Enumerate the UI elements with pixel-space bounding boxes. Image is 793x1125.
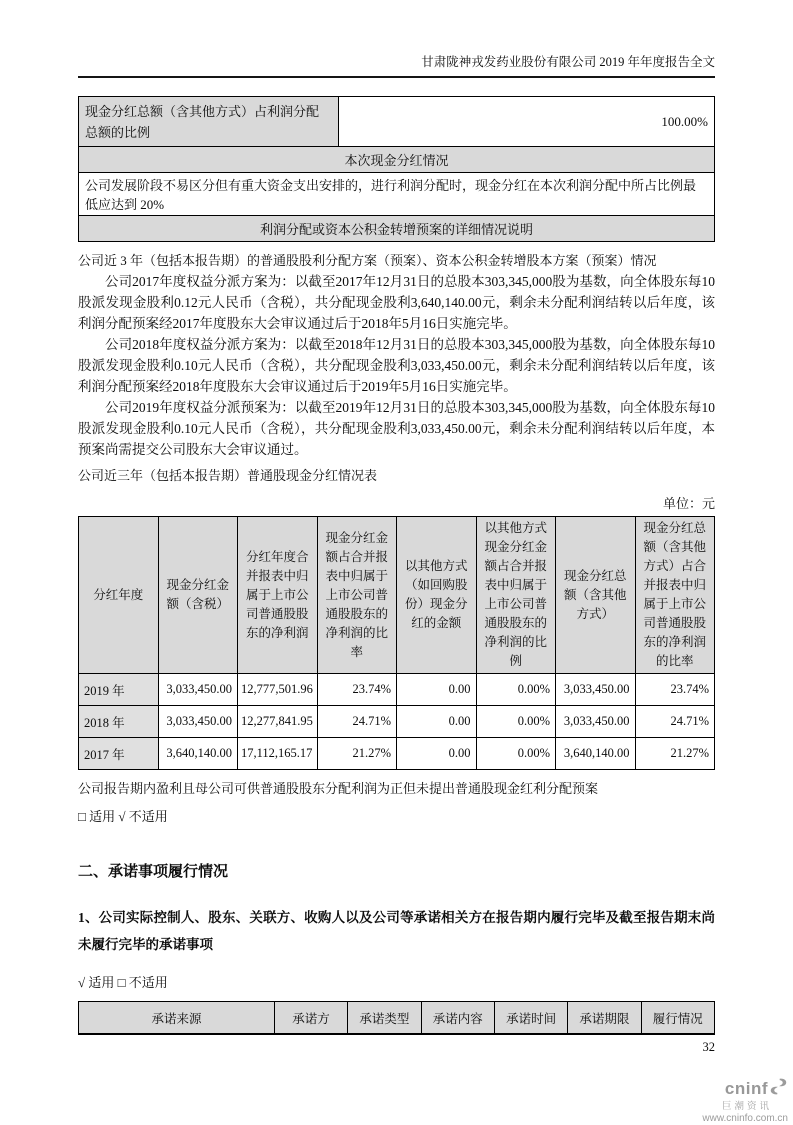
net-profit-cell: 12,277,841.95 bbox=[238, 706, 318, 738]
other-ratio-cell: 0.00% bbox=[476, 738, 556, 770]
column-header: 承诺时间 bbox=[494, 1002, 567, 1035]
total-ratio-cell: 24.71% bbox=[635, 706, 715, 738]
year-cell: 2018 年 bbox=[79, 706, 159, 738]
unit-label: 单位：元 bbox=[662, 496, 715, 511]
column-header: 以其他方式（如回购股份）现金分红的金额 bbox=[397, 517, 477, 674]
ratio-cell: 23.74% bbox=[317, 674, 397, 706]
page-number: 32 bbox=[702, 1040, 715, 1054]
column-header: 分红年度合并报表中归属于上市公司普通股股东的净利润 bbox=[238, 517, 318, 674]
other-ratio-cell: 0.00% bbox=[476, 706, 556, 738]
column-header: 承诺方 bbox=[274, 1002, 347, 1035]
net-profit-cell: 12,777,501.96 bbox=[238, 674, 318, 706]
table-row bbox=[79, 147, 715, 173]
table-row bbox=[79, 216, 715, 242]
profit-note: 公司报告期内盈利且母公司可供普通股股东分配利润为正但未提出普通股现金红利分配预案 bbox=[78, 781, 599, 796]
cash-dividend-table-caption: 公司近三年（包括本报告期）普通股现金分红情况表 bbox=[78, 468, 378, 483]
ratio-cell: 24.71% bbox=[317, 706, 397, 738]
year-cell: 2017 年 bbox=[79, 738, 159, 770]
amount-cell: 3,033,450.00 bbox=[158, 674, 238, 706]
dividend-summary-table bbox=[78, 96, 715, 242]
subsection-heading-commitments: 1、公司实际控制人、股东、关联方、收购人以及公司等承诺相关方在报告期内履行完毕及截至报告期末尚未履行完毕的承诺事项 bbox=[78, 910, 715, 952]
report-header-title: 甘肃陇神戎发药业股份有限公司 2019 年年度报告全文 bbox=[78, 54, 715, 78]
applicability-line: □ 适用 √ 不适用 bbox=[78, 809, 168, 824]
column-header: 承诺来源 bbox=[79, 1002, 275, 1035]
ratio-cell: 21.27% bbox=[317, 738, 397, 770]
column-header: 承诺期限 bbox=[568, 1002, 641, 1035]
total-cell: 3,640,140.00 bbox=[556, 738, 636, 770]
cninfo-swirl-icon bbox=[769, 1077, 788, 1101]
commitments-table bbox=[78, 1001, 715, 1035]
column-header: 现金分红金额（含税） bbox=[158, 517, 238, 674]
column-header: 以其他方式现金分红金额占合并报表中归属于上市公司普通股股东的净利润的比例 bbox=[476, 517, 556, 674]
other-ratio-cell: 0.00% bbox=[476, 674, 556, 706]
page-content bbox=[78, 96, 715, 1035]
plan-detail-heading-cell: 利润分配或资本公积金转增预案的详细情况说明 bbox=[79, 216, 715, 242]
total-cell: 3,033,450.00 bbox=[556, 706, 636, 738]
column-header: 履行情况 bbox=[641, 1002, 714, 1035]
net-profit-cell: 17,112,165.17 bbox=[238, 738, 318, 770]
column-header: 现金分红金额占合并报表中归属于上市公司普通股股东的净利润的比率 bbox=[317, 517, 397, 674]
plan-2018-paragraph: 公司2018年度权益分派方案为：以截至2018年12月31日的总股本303,345,000股为基数，向全体股东每10股派发现金股利0.10元人民币（含税），共分配现金股利3,033,450.00元，剩余未分配利润结转以后年度，该利润分配预案经2018年度股东大会审议通过后于2019年5月16日实施完毕。 bbox=[78, 337, 715, 394]
table-row-2018 bbox=[79, 706, 715, 738]
column-header: 现金分红总额（含其他方式） bbox=[556, 517, 636, 674]
cash-dividend-table bbox=[78, 516, 715, 770]
amount-cell: 3,640,140.00 bbox=[158, 738, 238, 770]
total-ratio-cell: 21.27% bbox=[635, 738, 715, 770]
development-stage-note-cell: 公司发展阶段不易区分但有重大资金支出安排的，进行利润分配时，现金分红在本次利润分配中所占比例最低应达到 20% bbox=[79, 173, 715, 216]
logo-brand-text: cninf bbox=[724, 1079, 768, 1098]
cninfo-logo bbox=[668, 1077, 788, 1125]
logo-brand-row bbox=[668, 1077, 788, 1101]
plan-2019-paragraph: 公司2019年度权益分派预案为：以截至2019年12月31日的总股本303,345,000股为基数，向全体股东每10股派发现金股利0.10元人民币（含税），共分配现金股利3,033,450.00元，剩余未分配利润结转以后年度，本预案尚需提交公司股东大会审议通过。 bbox=[78, 400, 715, 457]
table-header-row bbox=[79, 1002, 715, 1035]
total-cell: 3,033,450.00 bbox=[556, 674, 636, 706]
column-header: 分红年度 bbox=[79, 517, 159, 674]
table-header-row bbox=[79, 517, 715, 674]
logo-website-url: www.cninfo.com.cn bbox=[702, 1113, 788, 1124]
year-cell: 2019 年 bbox=[79, 674, 159, 706]
other-amount-cell: 0.00 bbox=[397, 738, 477, 770]
plan-2017-paragraph: 公司2017年度权益分派方案为：以截至2017年12月31日的总股本303,345,000股为基数，向全体股东每10股派发现金股利0.12元人民币（含税），共分配现金股利3,640,140.00元，剩余未分配利润结转以后年度，该利润分配预案经2017年度股东大会审议通过后于2018年5月16日实施完毕。 bbox=[78, 274, 715, 331]
logo-chinese-name: 巨潮资讯 bbox=[721, 1101, 772, 1112]
applicability-line: √ 适用 □ 不适用 bbox=[78, 975, 168, 990]
table-row bbox=[79, 173, 715, 216]
other-amount-cell: 0.00 bbox=[397, 674, 477, 706]
total-ratio-cell: 23.74% bbox=[635, 674, 715, 706]
column-header: 现金分红总额（含其他方式）占合并报表中归属于上市公司普通股股东的净利润的比率 bbox=[635, 517, 715, 674]
table-row-2017 bbox=[79, 738, 715, 770]
dividend-plans-intro: 公司近 3 年（包括本报告期）的普通股股利分配方案（预案）、资本公积金转增股本方案（预案）情况 bbox=[78, 253, 657, 268]
table-row bbox=[79, 97, 715, 147]
column-header: 承诺类型 bbox=[348, 1002, 421, 1035]
section-heading-commitments: 二、承诺事项履行情况 bbox=[78, 864, 229, 880]
ratio-value-cell: 100.00% bbox=[338, 97, 714, 147]
other-amount-cell: 0.00 bbox=[397, 706, 477, 738]
table-row-2019 bbox=[79, 674, 715, 706]
ratio-label-cell: 现金分红总额（含其他方式）占利润分配总额的比例 bbox=[79, 97, 339, 147]
current-dividend-heading-cell: 本次现金分红情况 bbox=[79, 147, 715, 173]
column-header: 承诺内容 bbox=[421, 1002, 494, 1035]
amount-cell: 3,033,450.00 bbox=[158, 706, 238, 738]
